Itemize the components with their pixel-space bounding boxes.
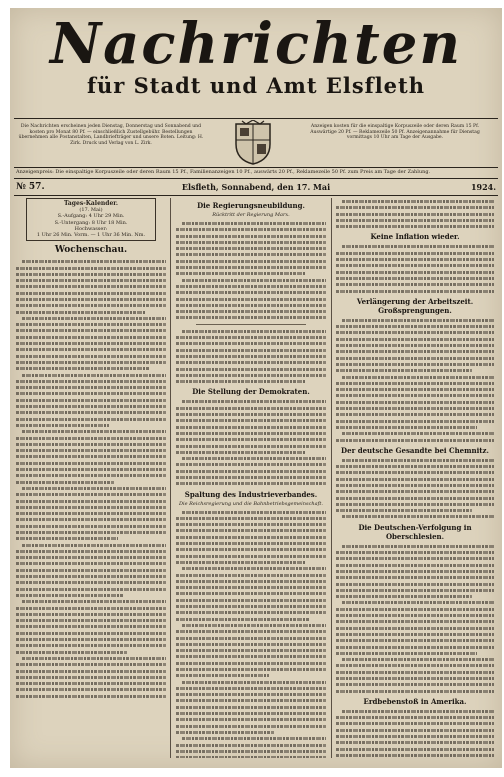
column-2-subheading: Rücktritt der Regierung Marx. — [212, 212, 290, 218]
masthead-title: Nachrichten — [49, 11, 463, 77]
sunrise: S.-Aufgang: 4 Uhr 29 Min. — [57, 213, 125, 220]
column-2-heading-2: Die Stellung der Demokraten. — [192, 387, 310, 397]
text-line — [176, 754, 326, 758]
article-text — [176, 328, 326, 385]
newspaper-page — [10, 8, 502, 768]
article-text — [176, 398, 326, 486]
article-text — [336, 457, 494, 520]
masthead-subtitle: für Stadt und Amt Elsfleth — [86, 73, 426, 98]
text-line — [336, 288, 494, 294]
header-rule — [14, 167, 498, 168]
sunset: S.-Untergang: 8 Uhr 18 Min. — [54, 219, 128, 226]
column-3-heading-4: Die Deutschen-Verfolgung in Oberschlesien. — [358, 522, 472, 541]
text-line — [176, 378, 305, 384]
advertisement-info: Anzeigen kosten für die einspaltige Korpuszeile oder deren Raum 15 Pf. Auswärtige 20 Pf. — Reklamezeile 50 Pf. Anzeigenannahme für Dienstag vormittags 10 Uhr am Tage der Ausgabe. — [310, 124, 480, 141]
text-line — [176, 314, 326, 320]
column-3-heading-2: Verlängerung der Arbeitszeit. Großsprengungen. — [356, 296, 474, 315]
column-2-heading: Die Regierungsneubildung. — [197, 201, 305, 210]
column-3-heading-3: Der deutsche Gesandte bei Chemnitz. — [341, 445, 489, 455]
subscription-info: Die Nachrichten erscheinen jeden Dienstag, Donnerstag und Sonnabend und kosten pro Monat 80 Pf. — einschließlich Zustellgebühr. Bestellungen übernehmen alle Postanstalten, Landbriefträger und unsere Boten. Leitung: H. Zirk. Druck und Verlag von L. Zirk. — [18, 124, 204, 146]
text-line — [336, 437, 494, 443]
masthead-rule — [14, 118, 498, 119]
article-text — [336, 198, 494, 229]
issue-bar — [16, 180, 496, 194]
section-divider — [196, 324, 306, 325]
article-text — [336, 317, 494, 443]
column-1 — [16, 198, 166, 758]
article-text — [16, 258, 166, 699]
high-water-times: 1 Uhr 26 Min. Vorm. — 1 Uhr 36 Min. Nm. — [36, 232, 146, 239]
article-text — [176, 509, 326, 758]
article-text — [336, 708, 494, 758]
column-2-subheading-3: Die Reichsregierung und die Bahnbetriebsgemeinschaft. — [178, 500, 324, 507]
text-line — [342, 513, 494, 519]
column-3-heading-1: Keine Inflation wieder. — [370, 232, 460, 242]
text-line — [16, 693, 166, 699]
issue-year: 1924. — [470, 182, 496, 192]
text-line — [336, 752, 494, 758]
text-line — [336, 223, 494, 229]
column-2-heading-3: Spaltung des Industrieverbandes. — [184, 489, 318, 499]
issue-rule-top — [14, 178, 498, 179]
article-text — [176, 220, 326, 321]
issue-date: Elsfleth, Sonnabend, den 17. Mai — [181, 182, 331, 192]
text-line — [176, 480, 326, 486]
calendar-box — [26, 198, 156, 241]
column-divider — [170, 198, 171, 758]
coat-of-arms-icon — [232, 120, 274, 166]
calendar-date: (17. Mai) — [79, 207, 103, 214]
text-line — [336, 688, 494, 694]
column-2 — [176, 198, 326, 758]
issue-rule-bottom — [14, 195, 498, 196]
high-water-label: Hochwasser: — [74, 225, 108, 232]
column-1-heading: Wochenschau. — [54, 245, 128, 256]
fee-line: Anzeigenpreis: Die einspaltige Korpuszeile oder deren Raum 15 Pf., Familienanzeigen 10 Pf., auswärts 20 Pf., Reklamezeile 50 Pf. zum Preis am Tage der Zahlung. — [16, 169, 431, 175]
column-3-heading-5: Erdbebenstoß in Amerika. — [363, 696, 467, 706]
issue-number: № 57. — [16, 182, 45, 192]
column-divider — [331, 198, 332, 758]
column-3 — [336, 198, 494, 758]
article-text — [336, 243, 494, 293]
article-text — [336, 543, 494, 694]
calendar-title: Tages-Kalender. — [64, 200, 118, 207]
